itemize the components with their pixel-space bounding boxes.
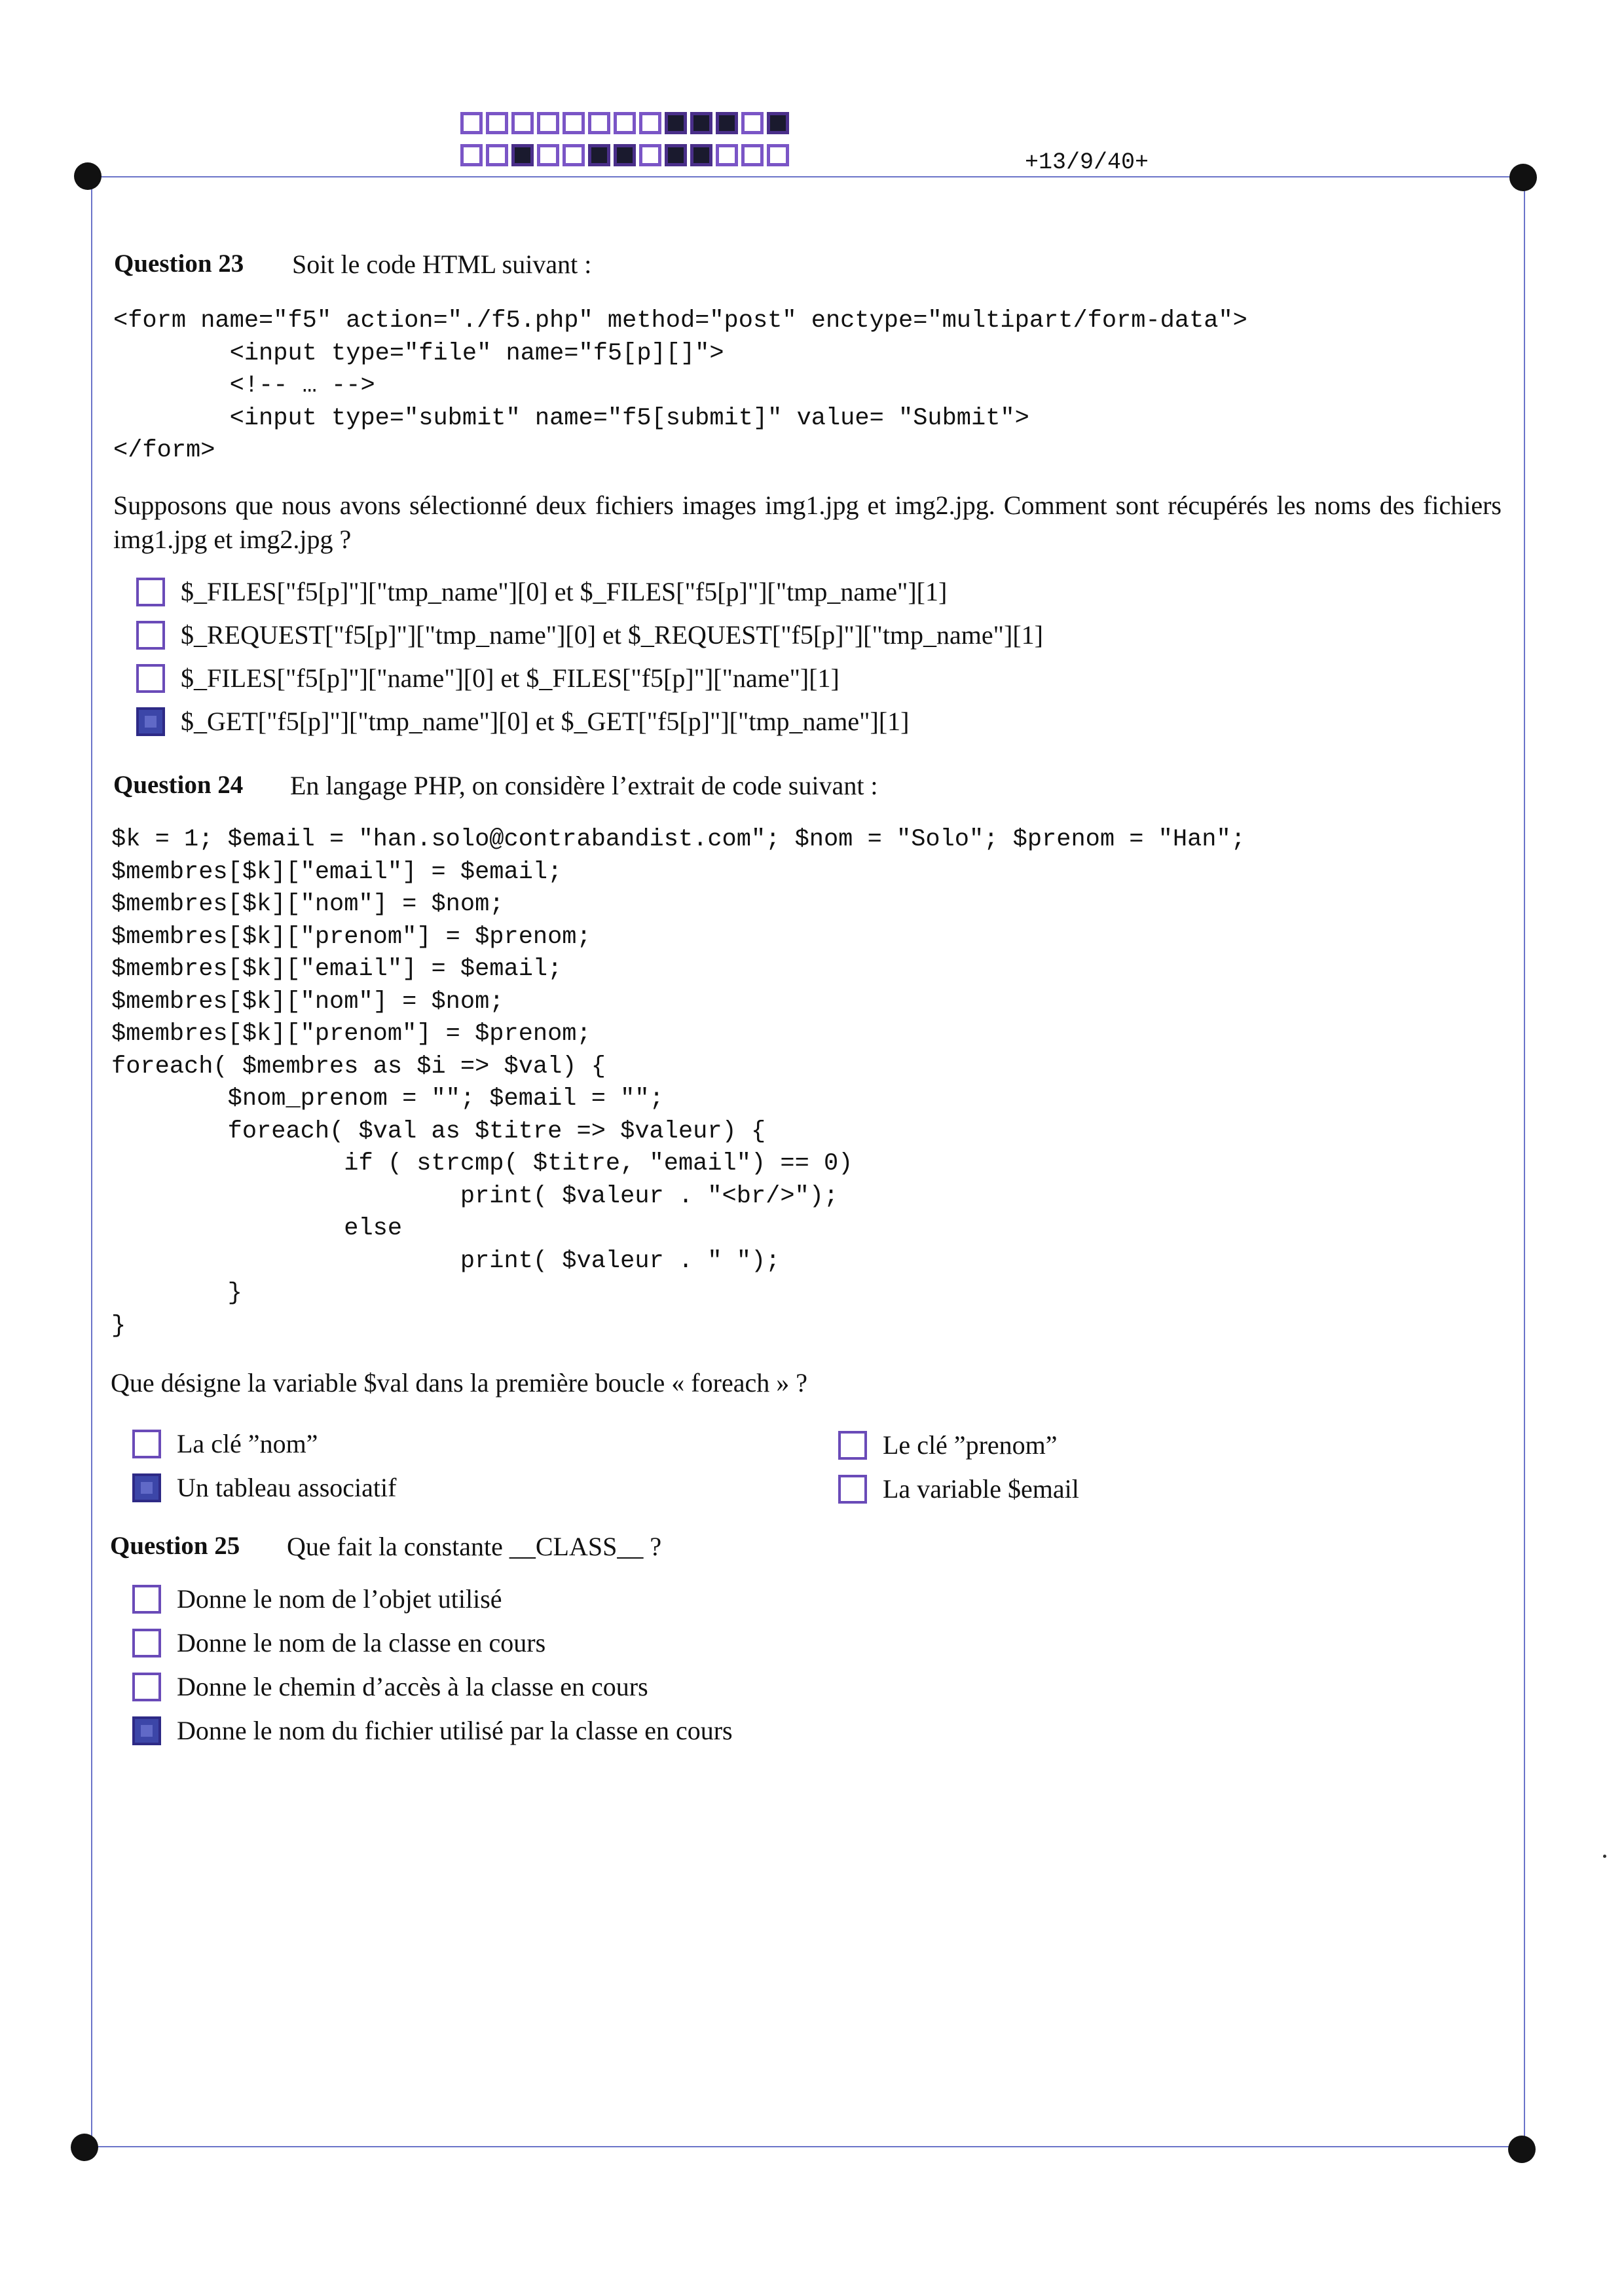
question-24-option-4[interactable] (838, 1473, 1079, 1504)
question-25-option-3[interactable] (132, 1671, 648, 1702)
question-25-option-4[interactable] (132, 1715, 733, 1746)
option-label: La clé ”nom” (177, 1429, 318, 1458)
question-23-option-2[interactable] (136, 620, 1043, 650)
question-24-label: Question 24 (113, 771, 244, 799)
question-24-code: $k = 1; $email = "han.solo@contrabandist.com"; $nom = "Solo"; $prenom = "Han"; $membres[$k]["email"] = $email; $membres[$k]["nom"] = $nom; $membres[$k]["prenom"] = $prenom; $membres[$k]["email"] = $email; $membres[$k]["nom"] = $nom; $membres[$k]["prenom"] = $prenom; foreach( $membres as $i => $val) { $nom_prenom = ""; $email = ""; foreach( $val as $titre => $valeur) { if ( strcmp( $titre, "email") == 0) print( $valeur . "<br/>"); else print( $valeur . " "); } } (111, 826, 1246, 1340)
code-box (486, 144, 508, 166)
checkbox[interactable] (132, 1430, 161, 1458)
question-23-intro: Soit le code HTML suivant : (292, 250, 592, 279)
frame-left-line (91, 176, 92, 2147)
code-box (486, 112, 508, 134)
code-box (511, 144, 534, 166)
question-23-code: <form name="f5" action="./f5.php" method="post" enctype="multipart/form-data"> <input type="file" name="f5[p][]"> <!-- … --> <input type="submit" name="f5[submit]" value= "Submit"> </form> (113, 307, 1247, 464)
question-23-label: Question 23 (114, 250, 244, 278)
frame-top-line (92, 176, 1524, 177)
code-box (537, 144, 559, 166)
checkbox[interactable] (132, 1585, 161, 1614)
question-25-intro: Que fait la constante __CLASS__ ? (287, 1532, 662, 1561)
checkbox[interactable] (132, 1473, 161, 1502)
code-box (639, 112, 661, 134)
option-label: Donne le nom du fichier utilisé par la classe en cours (177, 1716, 733, 1745)
option-label: $_FILES["f5[p]"]["name"][0] et $_FILES["f5[p]"]["name"][1] (181, 663, 840, 693)
code-box (563, 112, 585, 134)
corner-marker-bottom-right (1508, 2136, 1536, 2163)
code-box (690, 112, 712, 134)
question-25-label: Question 25 (110, 1532, 240, 1560)
code-box (741, 144, 764, 166)
code-box (767, 112, 789, 134)
checkbox[interactable] (136, 707, 165, 736)
page-code-boxes-row-1 (460, 112, 792, 134)
code-box (767, 144, 789, 166)
option-label: Un tableau associatif (177, 1473, 397, 1502)
checkbox[interactable] (132, 1716, 161, 1745)
code-box (690, 144, 712, 166)
corner-marker-bottom-left (71, 2134, 98, 2161)
option-label: La variable $email (883, 1474, 1079, 1504)
checkbox[interactable] (132, 1673, 161, 1701)
question-25-option-1[interactable] (132, 1583, 502, 1614)
question-23-text: Supposons que nous avons sélectionné deux fichiers images img1.jpg et img2.jpg. Comment sont récupérés les noms des fichiers img1.jpg et img2.jpg ? (113, 491, 1502, 554)
code-box (716, 112, 738, 134)
question-24-option-1[interactable] (132, 1428, 318, 1459)
checkbox[interactable] (838, 1475, 867, 1504)
code-box (563, 144, 585, 166)
corner-marker-top-right (1509, 164, 1537, 191)
code-box (511, 112, 534, 134)
checkbox[interactable] (136, 664, 165, 693)
code-box (639, 144, 661, 166)
code-box (588, 144, 610, 166)
option-label: $_FILES["f5[p]"]["tmp_name"][0] et $_FILES["f5[p]"]["tmp_name"][1] (181, 577, 948, 606)
code-box (665, 144, 687, 166)
checkbox[interactable] (132, 1629, 161, 1657)
question-24-option-3[interactable] (838, 1430, 1058, 1460)
page-identifier: +13/9/40+ (1025, 149, 1149, 176)
option-label: $_REQUEST["f5[p]"]["tmp_name"][0] et $_REQUEST["f5[p]"]["tmp_name"][1] (181, 620, 1043, 650)
question-25-option-2[interactable] (132, 1627, 545, 1658)
frame-right-line (1524, 176, 1525, 2147)
option-label: Donne le nom de la classe en cours (177, 1628, 546, 1657)
checkbox[interactable] (838, 1431, 867, 1460)
page-code-boxes-row-2 (460, 144, 792, 166)
code-box (460, 144, 483, 166)
question-23-option-3[interactable] (136, 663, 840, 694)
option-label: Donne le nom de l’objet utilisé (177, 1584, 502, 1614)
code-box (716, 144, 738, 166)
question-24-text: Que désigne la variable $val dans la première boucle « foreach » ? (111, 1368, 807, 1398)
code-box (741, 112, 764, 134)
checkbox[interactable] (136, 578, 165, 606)
option-label: $_GET["f5[p]"]["tmp_name"][0] et $_GET["f5[p]"]["tmp_name"][1] (181, 707, 910, 736)
code-box (665, 112, 687, 134)
code-box (460, 112, 483, 134)
code-box (588, 112, 610, 134)
scan-speck (1603, 1855, 1606, 1858)
corner-marker-top-left (74, 162, 101, 190)
frame-bottom-line (92, 2146, 1524, 2147)
question-24-option-2[interactable] (132, 1472, 396, 1503)
checkbox[interactable] (136, 621, 165, 650)
question-23-option-1[interactable] (136, 576, 947, 607)
option-label: Le clé ”prenom” (883, 1430, 1058, 1460)
code-box (614, 112, 636, 134)
option-label: Donne le chemin d’accès à la classe en cours (177, 1672, 648, 1701)
question-24-intro: En langage PHP, on considère l’extrait de code suivant : (290, 771, 878, 800)
code-box (537, 112, 559, 134)
code-box (614, 144, 636, 166)
question-23-option-4[interactable] (136, 706, 909, 737)
